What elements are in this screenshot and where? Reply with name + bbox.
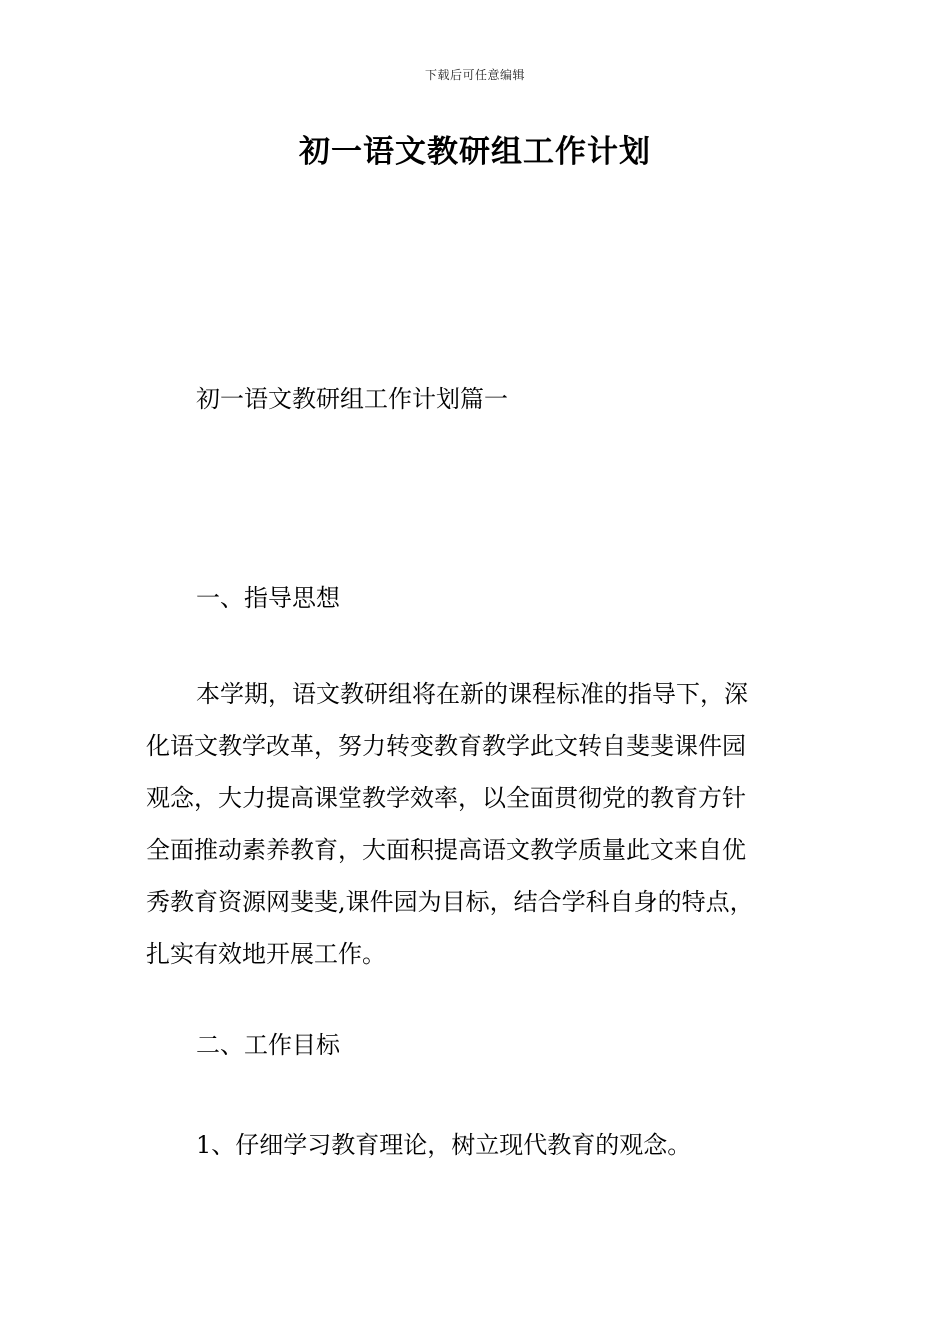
document-title: 初一语文教研组工作计划: [299, 134, 651, 170]
heading-work-goals: 二、工作目标: [196, 1031, 340, 1059]
section-subtitle: 初一语文教研组工作计划篇一: [196, 385, 508, 413]
paragraph-line: 观念，大力提高课堂教学效率，以全面贯彻党的教育方针: [146, 784, 746, 812]
heading-guiding-ideology: 一、指导思想: [196, 584, 340, 612]
paragraph-line: 秀教育资源网斐斐,课件园为目标，结合学科自身的特点，: [146, 888, 754, 916]
goal-item-1: 1、仔细学习教育理论，树立现代教育的观念。: [196, 1131, 692, 1159]
paragraph-line: 本学期，语文教研组将在新的课程标准的指导下，深: [196, 680, 748, 708]
paragraph-line: 化语文教学改革，努力转变教育教学此文转自斐斐课件园: [146, 732, 746, 760]
header-note: 下载后可任意编辑: [424, 68, 525, 82]
guiding-paragraph: [146, 679, 806, 991]
paragraph-line: 全面推动素养教育，大面积提高语文教学质量此文来自优: [146, 836, 746, 864]
paragraph-line: 扎实有效地开展工作。: [146, 940, 386, 968]
